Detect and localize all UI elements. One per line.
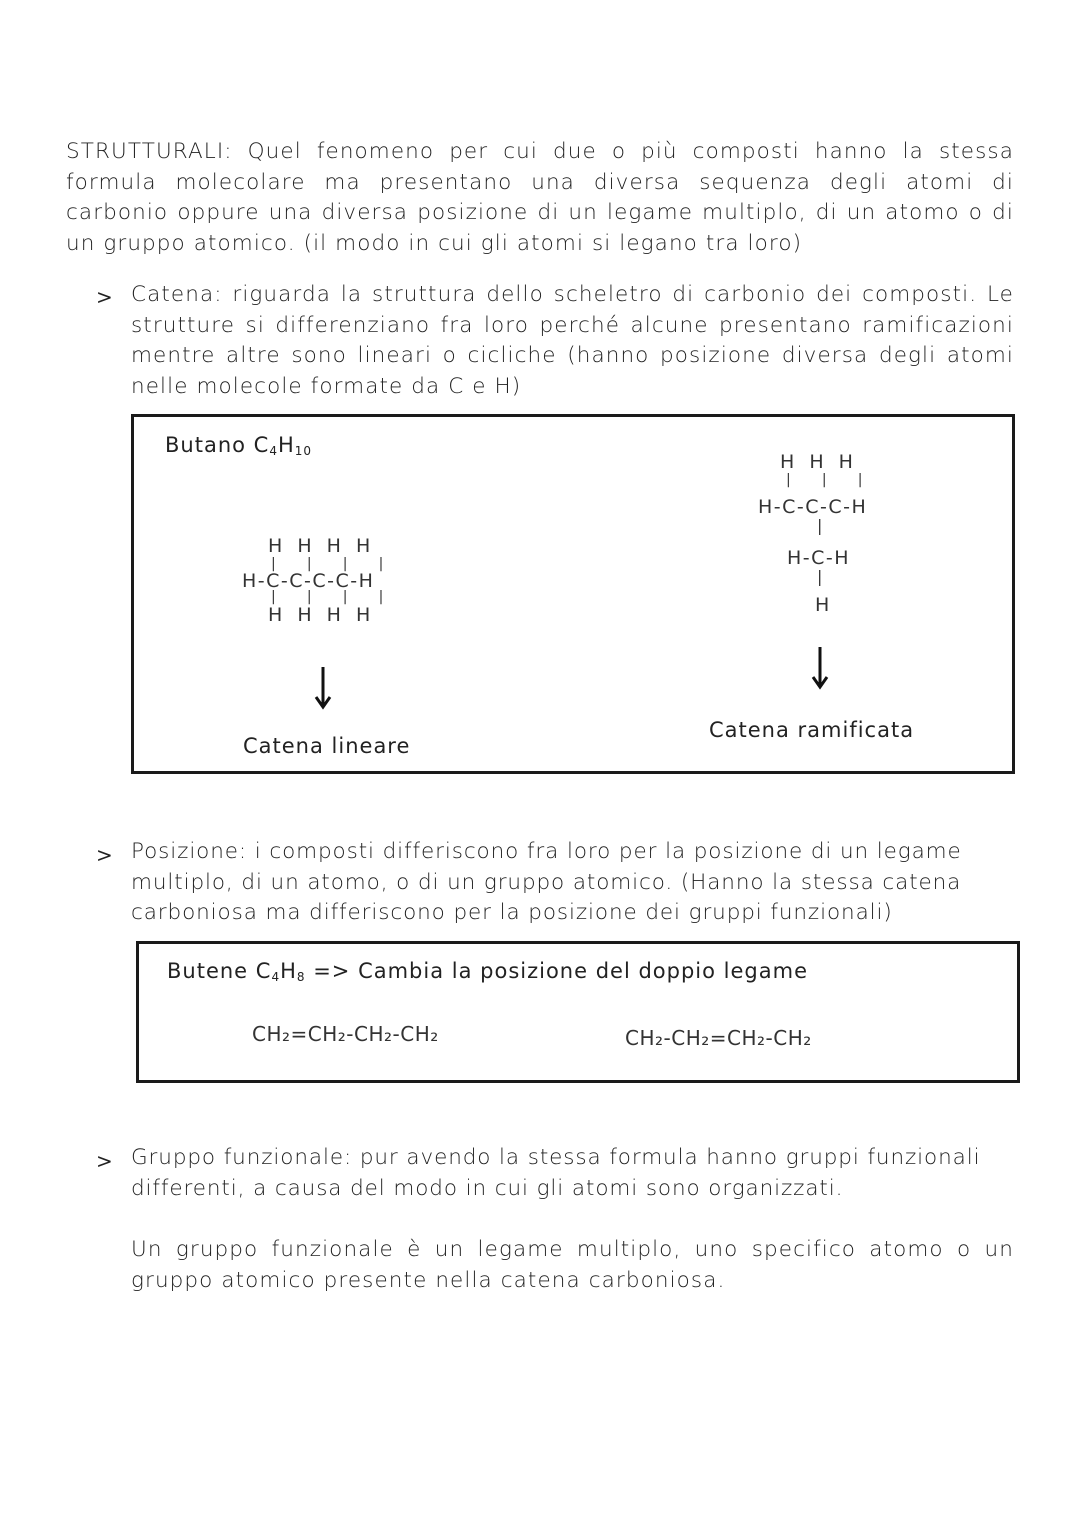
bullet-marker: >	[96, 1149, 113, 1173]
catena-paragraph: Catena: riguarda la struttura dello scheletro di carbonio dei composti. Le strutture si differenziano fra loro perché alcune presentano ramificazioni mentre altre sono lineari o cicliche (hanno posizione diversa degli atomi nelle molecole formate da C e H)	[131, 282, 1014, 399]
branched-row-1: H H H	[780, 451, 855, 473]
branched-label: Catena ramificata	[709, 718, 915, 742]
branched-row-2: H-C-C-C-H	[758, 496, 868, 518]
branched-bonds-1: | | |	[786, 472, 863, 488]
butene-title: Butene $C_4H_8$ => Cambia la posizione del doppio legame	[167, 959, 808, 984]
arrow-down-icon	[810, 645, 830, 691]
bullet-marker: >	[96, 843, 113, 867]
linear-bonds-bottom: | | | |	[271, 589, 384, 605]
branched-row-3: H-C-H	[787, 547, 851, 569]
linear-label: Catena lineare	[243, 734, 411, 758]
butene-formula-1: CH₂=CH₂-CH₂-CH₂	[252, 1022, 439, 1046]
posizione-paragraph: Posizione: i composti differiscono fra loro per la posizione di un legame multiplo, di un atomo, o di un gruppo atomico. (Hanno la stessa catena carboniosa ma differiscono per la posizione dei gruppi funzionali)	[131, 839, 962, 925]
butene-formula-2: CH₂-CH₂=CH₂-CH₂	[625, 1026, 812, 1050]
linear-row-main: H-C-C-C-C-H	[242, 570, 375, 592]
bullet-marker: >	[96, 285, 113, 309]
gruppo-paragraph: Gruppo funzionale: pur avendo la stessa formula hanno gruppi funzionali differenti, a causa del modo in cui gli atomi sono organizzati.	[131, 1145, 981, 1201]
branched-row-4: H	[815, 594, 831, 616]
butano-title: Butano $C_4H_{10}$	[165, 433, 313, 458]
gruppo-paragraph-2: Un gruppo funzionale è un legame multiplo, uno specifico atomo o un gruppo atomico presente nella catena carboniosa.	[131, 1237, 1014, 1293]
branched-bond-2: |	[817, 516, 823, 535]
branched-bond-3: |	[817, 567, 823, 586]
arrow-down-icon	[313, 665, 333, 711]
linear-row-bottom: H H H H	[268, 604, 372, 626]
intro-paragraph: STRUTTURALI: Quel fenomeno per cui due o più composti hanno la stessa formula molecolare ma presentano una diversa sequenza degli atomi di carbonio oppure una diversa posizione di un legame multiplo, di un atomo o di un gruppo atomico. (il modo in cui gli atomi si legano tra loro)	[66, 139, 1014, 256]
linear-row-top: H H H H	[268, 535, 372, 557]
linear-bonds-top: | | | |	[271, 556, 384, 572]
